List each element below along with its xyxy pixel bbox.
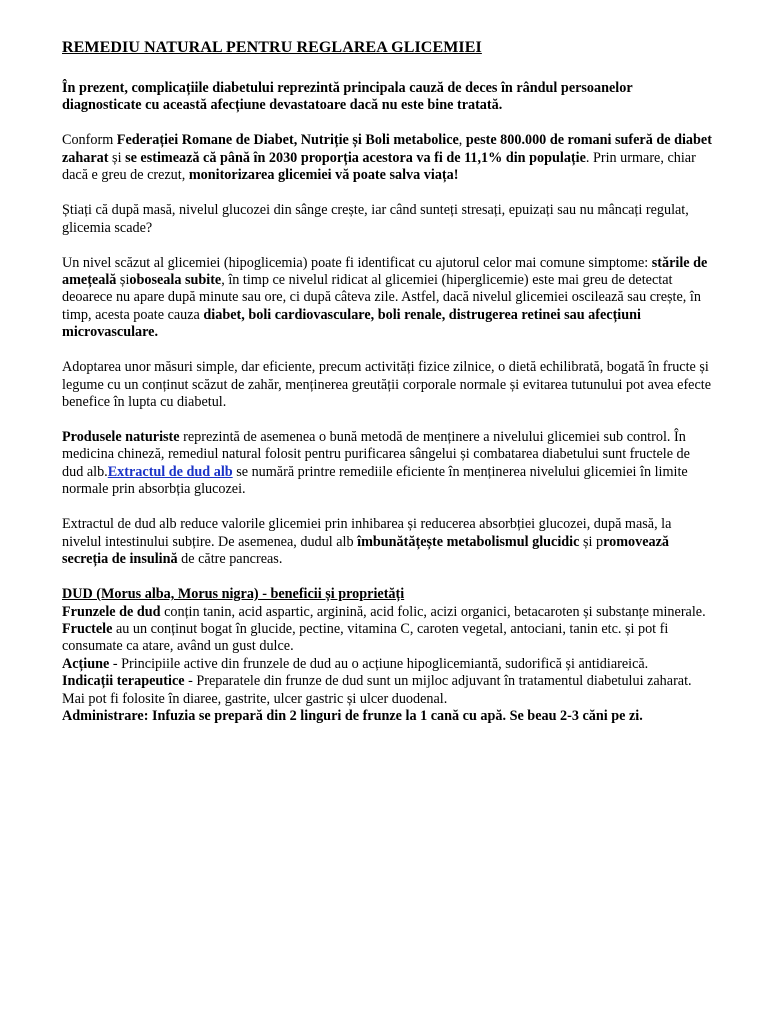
glucose-question-paragraph: Știați că după masă, nivelul glucozei din sânge crește, iar când sunteți stresați, epuizați sau nu mâncați regulat, glicemia scade?	[62, 202, 689, 236]
section-title: DUD (Morus alba, Morus nigra) - beneficii și proprietăți	[62, 586, 405, 603]
list-item: Acțiune - Principiile active din frunzele de dud au o acțiune hipoglicemiantă, sudorifică și antidiareică.	[62, 655, 649, 672]
list-item: Indicații terapeutice - Preparatele din frunze de dud sunt un mijloc adjuvant în tratamentul diabetului zaharat. Mai pot fi folosite în diaree, gastrite, ulcer gastric și ulcer duodenal.	[62, 673, 692, 707]
extract-effects-paragraph: Extractul de dud alb reduce valorile glicemiei prin inhibarea și reducerea absorbției glucozei, după masă, la nivelul intestinului subțire. De asemenea, dudul alb îmbunătățește metabolismul glucidic și promovează secreția de insulină de către pancreas.	[62, 516, 672, 568]
list-item: Frunzele de dud conțin tanin, acid aspartic, arginină, acid folic, acizi organici, betacaroten și substanțe minerale.	[62, 603, 706, 620]
statistics-paragraph: Conform Federației Romane de Diabet, Nutriție și Boli metabolice, peste 800.000 de romani suferă de diabet zaharat și se estimează că până în 2030 proporția acestora va fi de 11,1% din populație. Prin urmare, chiar dacă e greu de crezut, monitorizarea glicemiei vă poate salva viața!	[62, 132, 712, 184]
administration-paragraph: Administrare: Infuzia se prepară din 2 linguri de frunze la 1 cană cu apă. Se beau 2-3 căni pe zi.	[62, 707, 643, 724]
measures-paragraph: Adoptarea unor măsuri simple, dar eficiente, precum activități fizice zilnice, o dietă echilibrată, bogată în fructe și legume cu un conținut scăzut de zahăr, menținerea greutății corporale normale și evitarea tutunului pot avea efecte benefice în lupta cu diabetul.	[62, 359, 712, 411]
white-mulberry-extract-link[interactable]: Extractul de dud alb	[107, 463, 233, 480]
list-item: Fructele au un conținut bogat în glucide, pectine, vitamina C, caroten vegetal, antociani, tanin etc. și pot fi consumate ca atare, având un gust dulce.	[62, 620, 669, 655]
hypoglycemia-paragraph: Un nivel scăzut al glicemiei (hipoglicemia) poate fi identificat cu ajutorul celor mai comune simptome: stările de amețeală șioboseala subite, în timp ce nivelul ridicat al glicemiei (hiperglicemie) este mai greu de detectat deoarece nu apare după minute sau ore, ci după câteva zile. Astfel, dacă nivelul glicemiei oscilează sau crește, în timp, acesta poate cauza diabet, boli cardiovasculare, boli renale, distrugerea retinei sau afecțiuni microvasculare.	[62, 254, 708, 341]
document-body	[62, 38, 714, 725]
intro-paragraph: În prezent, complicațiile diabetului reprezintă principala cauză de deces în rândul persoanelor diagnosticate cu această afecțiune devastatoare dacă nu este bine tratată.	[62, 80, 633, 114]
document-title: REMEDIU NATURAL PENTRU REGLAREA GLICEMIEI	[62, 39, 482, 56]
natural-products-paragraph: Produsele naturiste reprezintă de asemenea o bună metodă de menținere a nivelului glicemiei sub control. În medicina chineză, remediul natural folosit pentru purificarea sângelui și combatarea diabetului sunt fructele de dud alb.Extractul de dud alb se numără printre remediile eficiente în menținerea nivelului glicemiei în limite normale prin absorbția glucozei.	[62, 429, 690, 498]
